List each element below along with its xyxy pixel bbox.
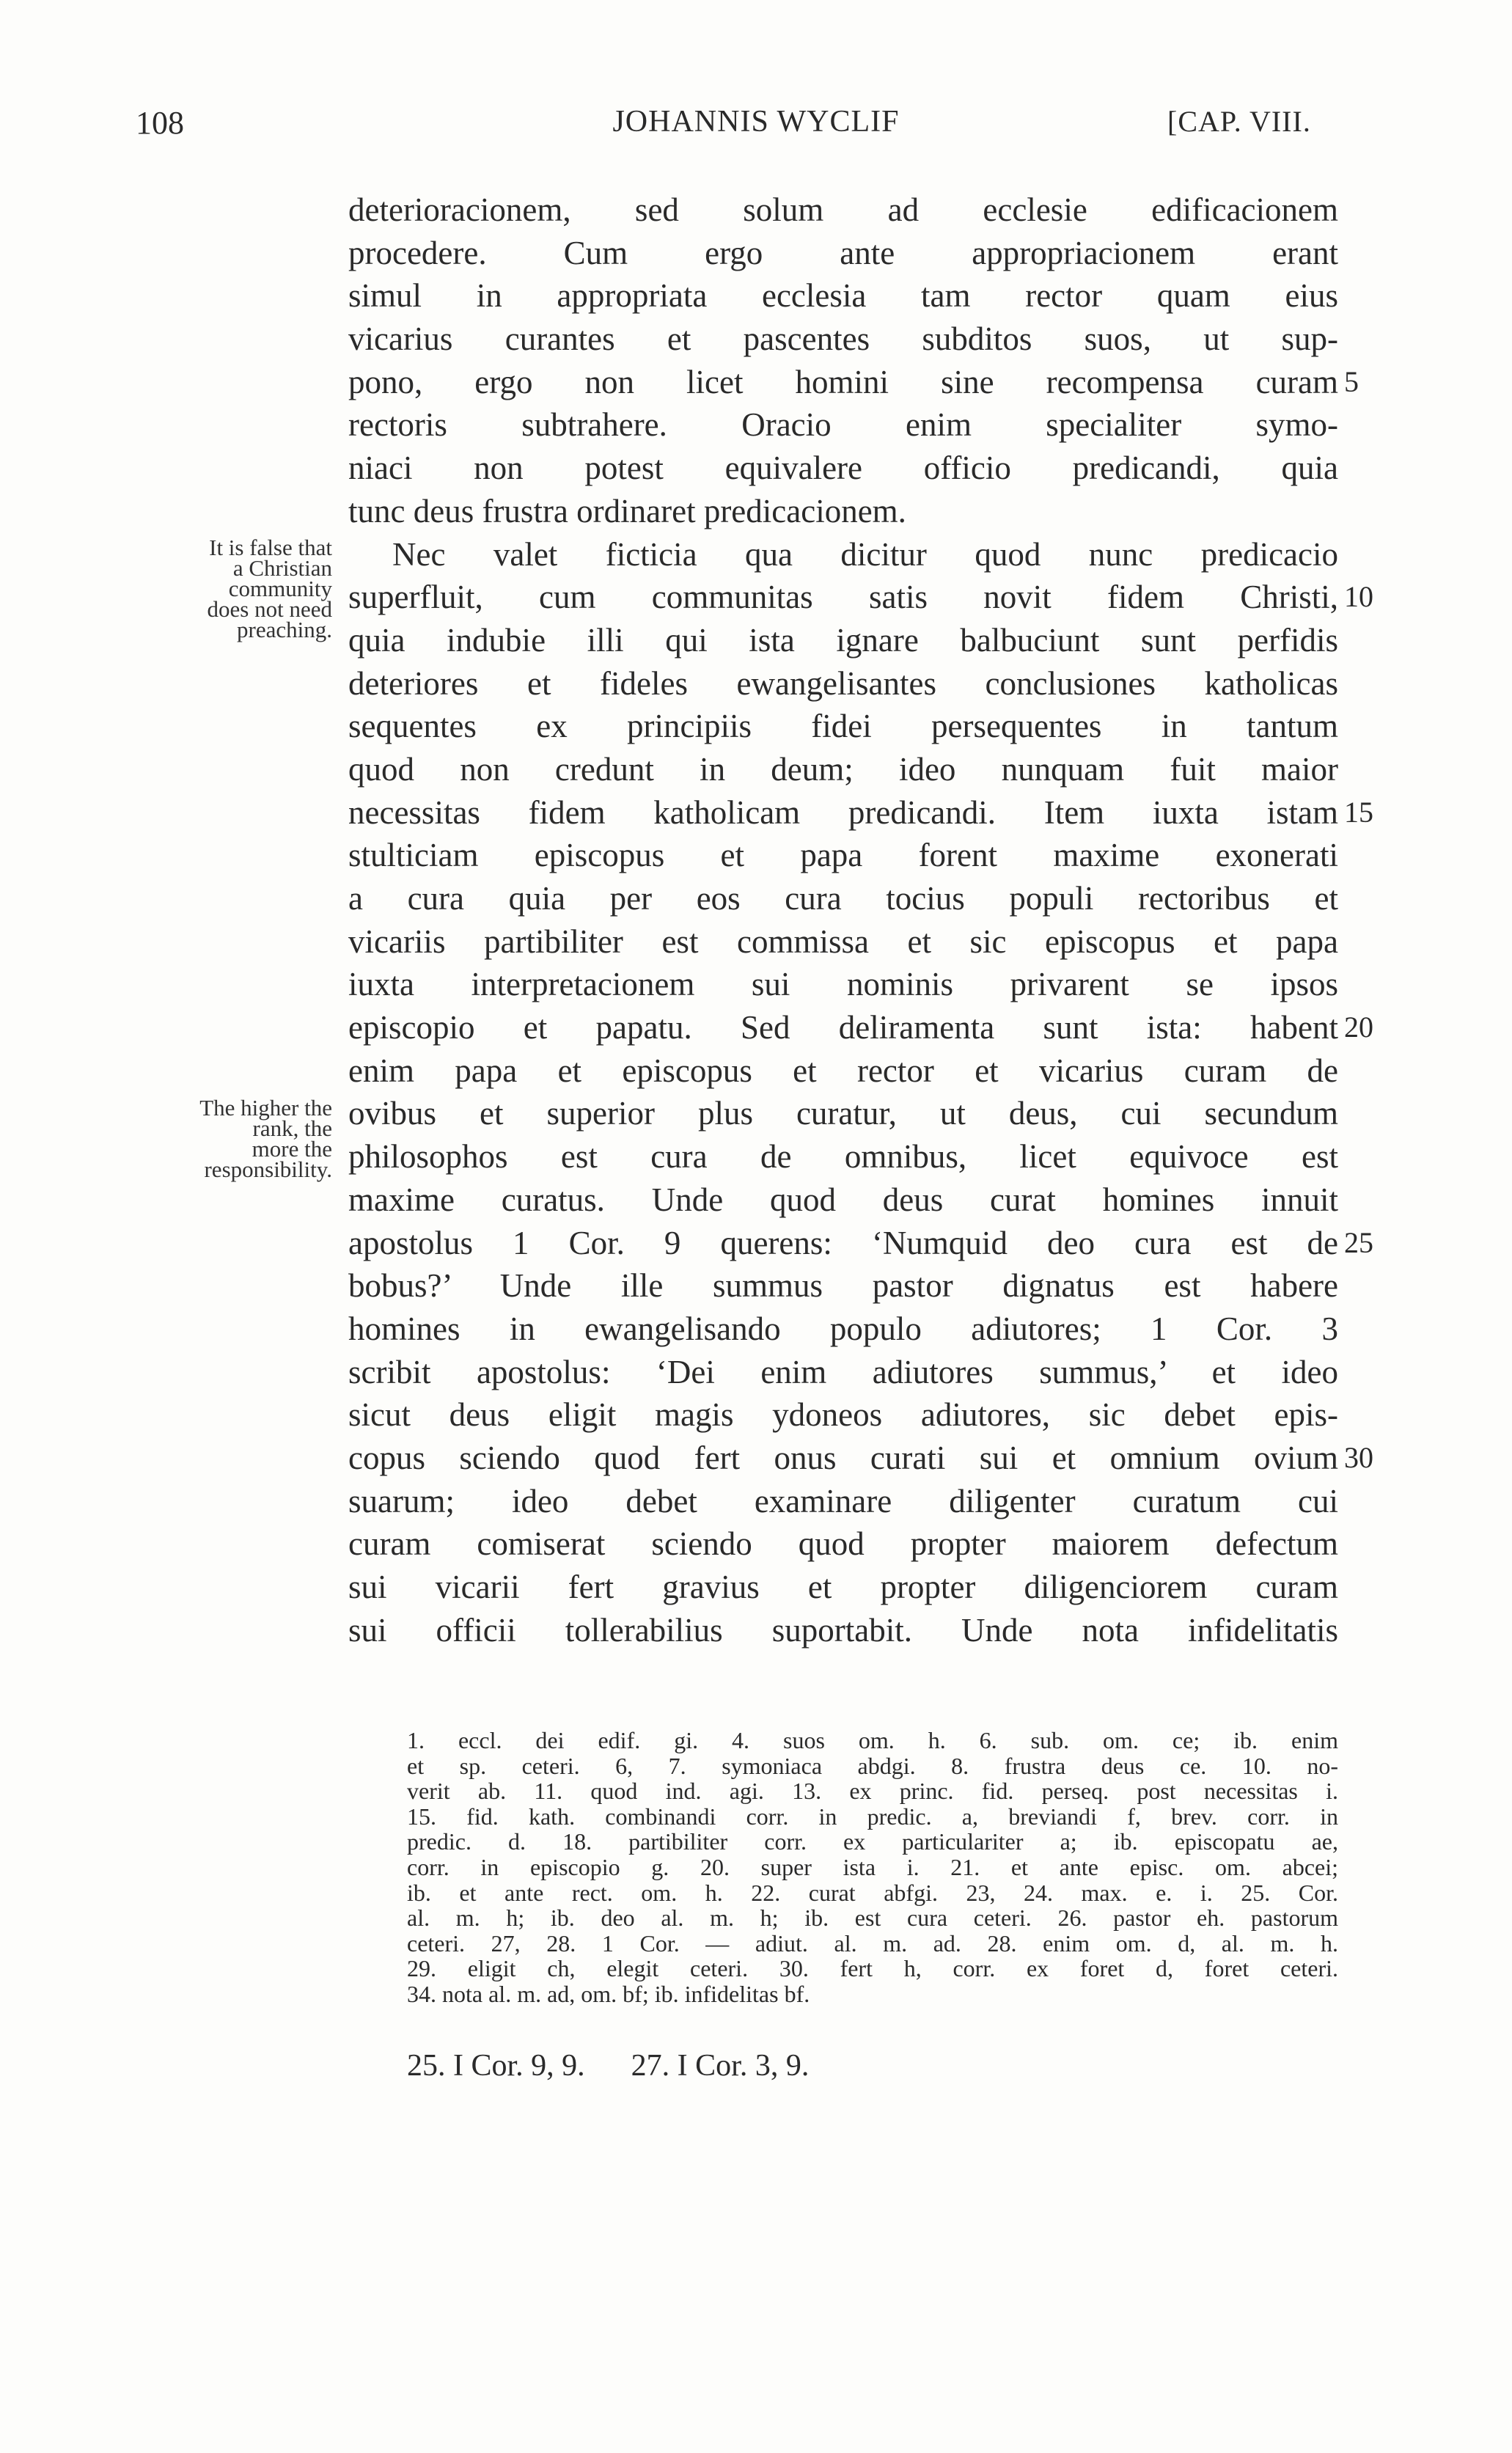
text-line: superfluit, cum communitas satis novit fidem Christi, 10 [348,576,1338,619]
text-line: deterioracionem, sed solum ad ecclesie edificacionem [348,191,1338,228]
apparatus-line: corr. in episcopio g. 20. super ista i. 21. et ante episc. om. abcei; [407,1853,1338,1880]
side-note-line: responsibility. [204,1156,332,1182]
text-line: Nec valet ficticia qua dicitur quod nunc predicacio [392,535,1338,573]
text-line: copus sciendo quod fert onus curati sui et omnium ovium 30 [348,1437,1338,1480]
side-note-line: does not need [207,596,332,622]
text-line: vicariis partibiliter est commissa et sic episcopus et papa [348,923,1338,960]
side-note-line: a Christian [232,555,332,581]
text-line: niaci non potest equivalere officio predicandi, quia [348,450,1338,487]
text-line: quia indubie illi qui ista ignare balbuciunt sunt perfidis [348,621,1338,659]
text-line: rectoris subtrahere. Oracio enim specialiter symo- [348,406,1338,444]
side-note-responsibility [136,1095,332,1182]
line-number: 30 [1344,1440,1373,1474]
main-text [348,188,1373,1651]
line-number: 25 [1344,1225,1373,1259]
apparatus-line: predic. d. 18. partibiliter corr. ex particulariter a; ib. episcopatu ae, [407,1828,1338,1855]
apparatus-line: et sp. ceteri. 6, 7. symoniaca abdgi. 8. frustra deus ce. 10. no- [407,1752,1338,1779]
critical-apparatus [407,1728,1338,2007]
text-line: apostolus 1 Cor. 9 querens: ‘Numquid deo cura est de 25 [348,1222,1338,1265]
text-line: enim papa et episcopus et rector et vicarius curam de [348,1052,1338,1089]
line-number: 20 [1344,1011,1373,1044]
line-number: 10 [1344,580,1373,614]
text-line: procedere. Cum ergo ante appropriacionem erant [348,234,1338,271]
text-line: stulticiam episcopus et papa forent maxime exonerati [348,837,1338,874]
side-note-line: It is false that [209,535,332,560]
text-line: deteriores et fideles ewangelisantes conclusiones katholicas [348,664,1338,702]
scripture-references: 25. I Cor. 9, 9. 27. I Cor. 3, 9. [407,2049,810,2083]
text-line: sequentes ex principiis fidei persequentes in tantum [348,708,1338,745]
text-line: ovibus et superior plus curatur, ut deus, cui secundum [348,1095,1338,1132]
apparatus-line: ceteri. 27, 28. 1 Cor. — adiut. al. m. ad. 28. enim om. d, al. m. h. [407,1929,1338,1957]
side-note-line: more the [252,1136,332,1162]
line-number: 15 [1344,795,1373,829]
apparatus-line: ib. et ante rect. om. h. 22. curat abfgi. 23, 24. max. e. i. 25. Cor. [407,1879,1338,1906]
line-number: 5 [1344,364,1359,398]
page-number: 108 [136,105,184,141]
text-line: philosophos est cura de omnibus, licet equivoce est [348,1138,1338,1176]
text-line: sicut deus eligit magis ydoneos adiutores, sic debet epis- [348,1396,1338,1434]
text-line: iuxta interpretacionem sui nominis privarent se ipsos [348,966,1338,1003]
text-line: maxime curatus. Unde quod deus curat homines innuit [348,1181,1338,1218]
text-line: pono, ergo non licet homini sine recompensa curam 5 [348,361,1338,404]
side-note-line: preaching. [237,617,332,642]
running-title: JOHANNIS WYCLIF [612,105,900,139]
apparatus-line: 29. eligit ch, elegit ceteri. 30. fert h, corr. ex foret d, foret ceteri. [407,1955,1338,1982]
text-line: suarum; ideo debet examinare diligenter curatum cui [348,1482,1338,1519]
text-line: sui officii tollerabilius suportabit. Unde nota infidelitatis [348,1611,1338,1649]
side-note-preaching [136,535,332,642]
text-line: simul in appropriata ecclesia tam rector quam eius [348,277,1338,315]
text-line: curam comiserat sciendo quod propter maiorem defectum [348,1525,1338,1563]
apparatus-line: 34. nota al. m. ad, om. bf; ib. infidelitas bf. [407,1980,810,2007]
side-note-line: rank, the [252,1115,332,1141]
text-line: bobus?’ Unde ille summus pastor dignatus est habere [348,1267,1338,1305]
apparatus-line: al. m. h; ib. deo al. m. h; ib. est cura ceteri. 26. pastor eh. pastorum [407,1904,1338,1932]
chapter-label: [CAP. VIII. [1167,105,1311,138]
side-note-line: community [228,576,332,601]
text-line: scribit apostolus: ‘Dei enim adiutores summus,’ et ideo [348,1353,1338,1390]
text-line: necessitas fidem katholicam predicandi. Item iuxta istam 15 [348,791,1338,835]
text-line: vicarius curantes et pascentes subditos suos, ut sup- [348,320,1338,358]
text-line: quod non credunt in deum; ideo nunquam fuit maior [348,750,1338,788]
text-line: episcopio et papatu. Sed deliramenta sunt ista: habent 20 [348,1006,1338,1049]
text-line: sui vicarii fert gravius et propter diligenciorem curam [348,1569,1338,1605]
side-note-line: The higher the [199,1095,332,1121]
text-line: a cura quia per eos cura tocius populi rectoribus et [348,880,1338,917]
running-header [0,104,1512,148]
text-line: homines in ewangelisando populo adiutores; 1 Cor. 3 [348,1310,1338,1347]
apparatus-line: 1. eccl. dei edif. gi. 4. suos om. h. 6. sub. om. ce; ib. enim [407,1727,1338,1753]
apparatus-line: 15. fid. kath. combinandi corr. in predic. a, breviandi f, brev. corr. in [407,1803,1338,1830]
text-line: tunc deus frustra ordinaret predicacionem. [348,492,906,529]
apparatus-line: verit ab. 11. quod ind. agi. 13. ex princ. fid. perseq. post necessitas i. [407,1778,1338,1805]
